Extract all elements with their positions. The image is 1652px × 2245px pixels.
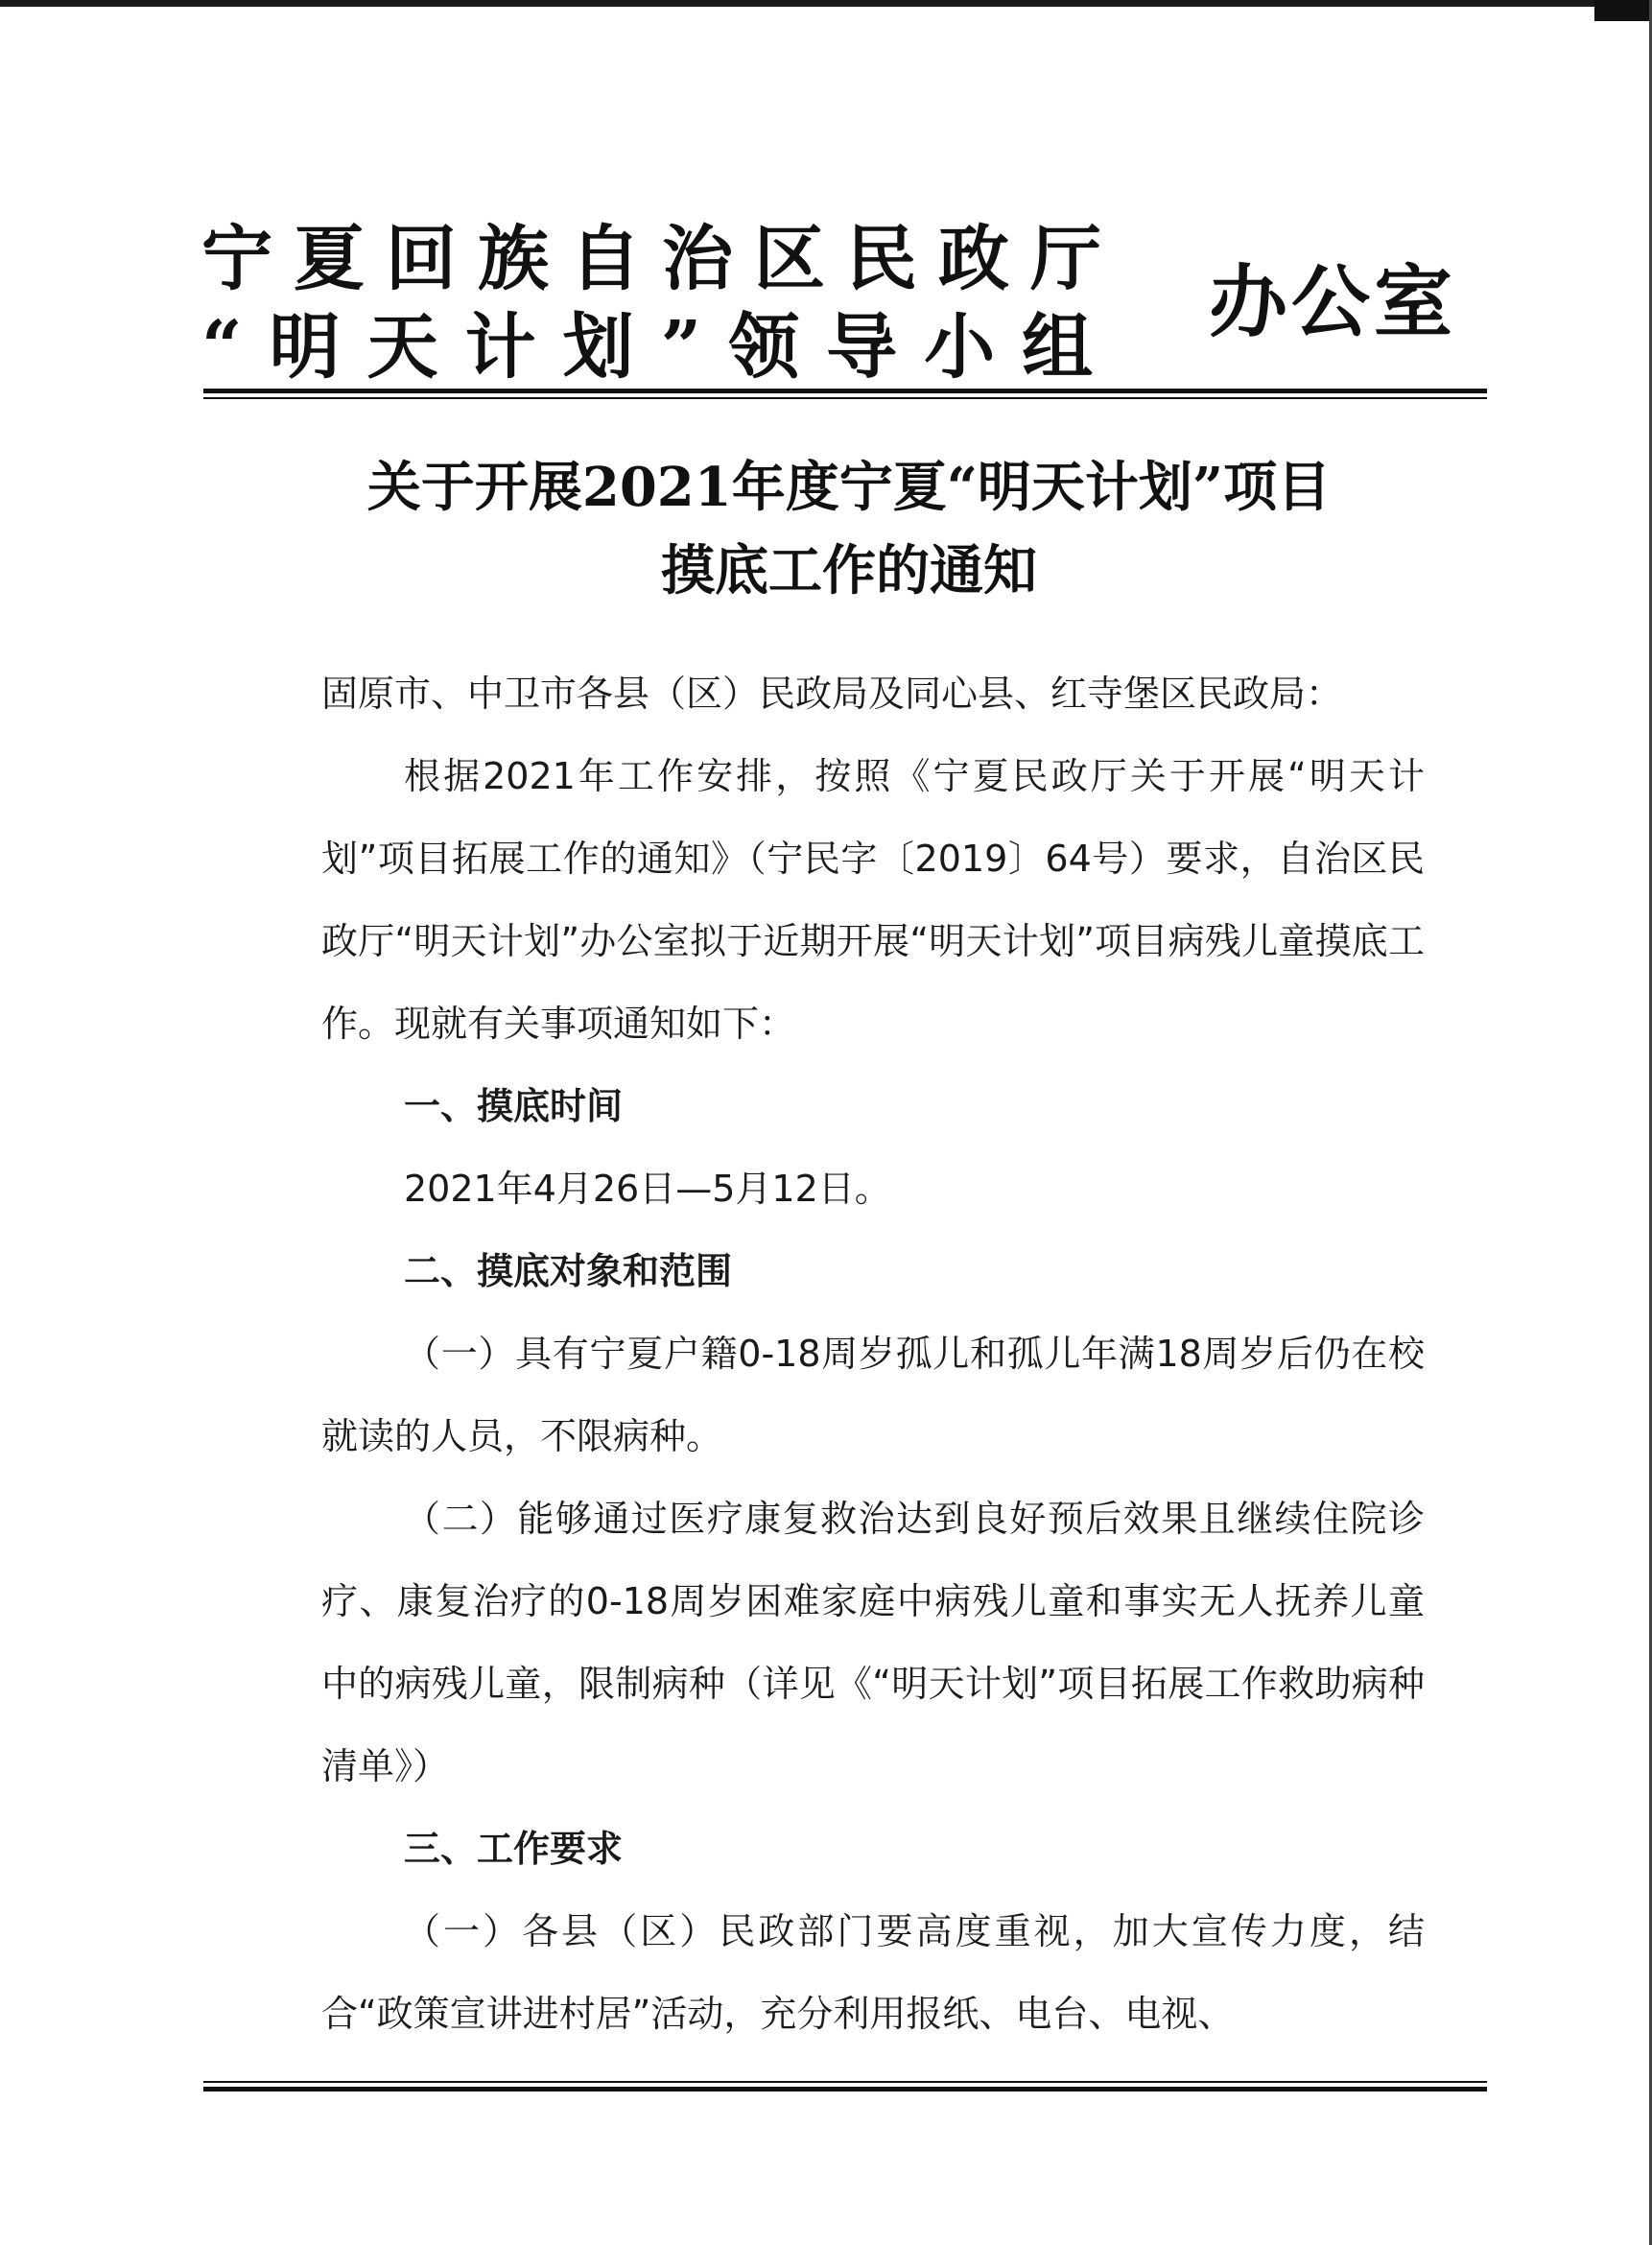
section-3-heading: 三、工作要求 [404, 1828, 624, 1870]
scan-top-edge [0, 0, 1652, 7]
letterhead-line-1: 宁夏回族自治区民政厅 [201, 218, 1122, 300]
letterhead-rule-thick [203, 389, 1487, 393]
letterhead [201, 216, 1497, 398]
letterhead-line-2: “明天计划”领导小组 [201, 306, 1121, 389]
document-body [321, 652, 1425, 2055]
section-2-item-1: （一）具有宁夏户籍0-18周岁孤儿和孤儿年满18周岁后仍在校就读的人员，不限病种。 [321, 1333, 1425, 1457]
letterhead-office: 办公室 [1209, 256, 1457, 348]
document-title-line-1: 关于开展2021年度宁夏“明天计划”项目 [366, 456, 1332, 519]
scan-corner-mark [1594, 0, 1652, 21]
section-2-item-2: （二）能够通过医疗康复救治达到良好预后效果且继续住院诊疗、康复治疗的0-18周岁困难家庭中病残儿童和事实无人抚养儿童中的病残儿童，限制病种（详见《“明天计划”项目拓展工作救助病种清单》） [321, 1498, 1425, 1787]
section-2-heading: 二、摸底对象和范围 [404, 1250, 733, 1292]
document-title-line-2: 摸底工作的通知 [661, 539, 1037, 603]
addressee: 固原市、中卫市各县（区）民政局及同心县、红寺堡区民政局： [321, 673, 1343, 715]
intro-paragraph: 根据2021年工作安排，按照《宁夏民政厅关于开展“明天计划”项目拓展工作的通知》（宁民字〔2019〕64号）要求，自治区民政厅“明天计划”办公室拟于近期开展“明天计划”项目病残儿童摸底工作。现就有关事项通知如下： [321, 755, 1425, 1045]
section-3-item-1: （一）各县（区）民政部门要高度重视，加大宣传力度，结合“政策宣讲进村居”活动，充分利用报纸、电台、电视、 [321, 1910, 1425, 2035]
footer-rule-thick [203, 2087, 1487, 2091]
section-1-heading: 一、摸底时间 [404, 1085, 624, 1127]
section-1-text: 2021年4月26日—5月12日。 [404, 1168, 891, 1210]
letterhead-rule-thin [203, 397, 1487, 399]
footer-rule-thin [203, 2081, 1487, 2083]
